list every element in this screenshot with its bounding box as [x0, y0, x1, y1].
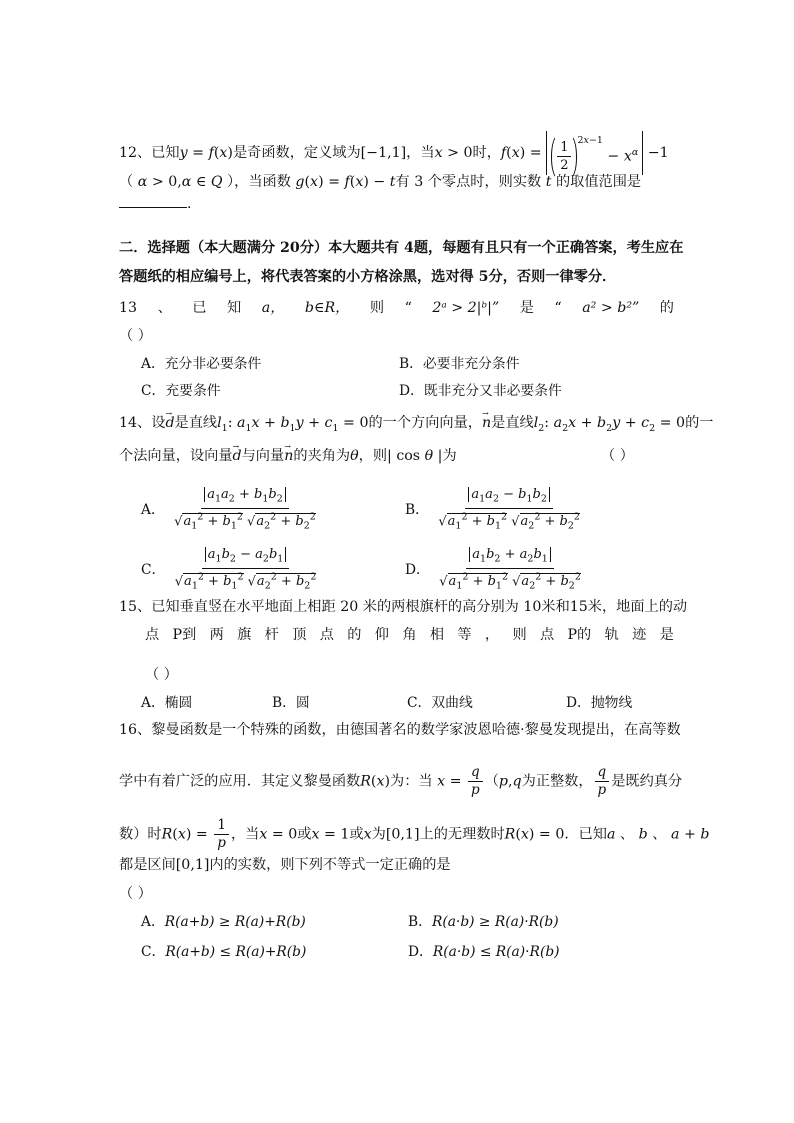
- q12-line3: .: [119, 193, 674, 214]
- q14-line1: 14、设→ d是直线$l_1$: $a_1x + b_1y + c_1 = 0$的一个方向向量，→ n是直线$l_2$: $a_2x + b_2y + c_2 = 0$的一: [119, 413, 674, 439]
- q16-option-d[interactable]: D．R(a·b) ≤ R(a)·R(b): [408, 944, 560, 960]
- answer-blank[interactable]: [119, 193, 187, 208]
- section2-line1: 二．选择题（本大题满分 20分）本大题共有 4题，每题有且只有一个正确答案，考生应在: [119, 240, 684, 256]
- q16-line3: 数）时R(x) = $\frac{1}{p}$ ，当x = 0或x = 1或x为[0,1]上的无理数时R(x) = 0．已知a 、 b 、 a + b: [119, 817, 710, 851]
- q14-line2: 个法向量，设向量→ d与向量→ n的夹角为θ，则| cos θ |为 （ ）: [119, 446, 674, 466]
- q14-option-a[interactable]: A． $\frac{a_1a_2 + b_1b_2}{√a_1^2 + b_1^2 √a_2^2 + b_2^2}$: [141, 487, 316, 532]
- q14-option-c[interactable]: C． $\frac{a_1b_2 - a_2b_1}{√a_1^2 + b_1^2 √a_2^2 + b_2^2}$: [141, 547, 317, 592]
- q13-paren: （ ）: [119, 328, 152, 344]
- q16-line2: 学中有着广泛的应用．其定义黎曼函数R(x)为：当 x = $\frac{q}{p}$ （p,q为正整数， $\frac{q}{p}$ 是既约真分: [119, 764, 683, 798]
- q15-option-d[interactable]: D．抛物线: [566, 695, 633, 711]
- q12-line1: 12、已知y = f(x)是奇函数，定义域为[−1,1]，当x > 0时，f(x) = $\frac{1}{2}$ $^{2x-1} - x^\alpha -1$: [119, 131, 674, 175]
- q16-line4: 都是区间[0,1]内的实数，则下列不等式一定正确的是: [119, 857, 451, 873]
- q16-option-a[interactable]: A．R(a+b) ≥ R(a)+R(b): [141, 914, 306, 930]
- q15-option-b[interactable]: B．圆: [272, 695, 310, 711]
- q16-line1: 16、黎曼函数是一个特殊的函数，由德国著名的数学家波恩哈德·黎曼发现提出，在高等数: [119, 722, 681, 738]
- abs-expression: $\frac{1}{2}$ $^{2x-1} - x^\alpha$: [546, 131, 643, 175]
- q15-option-c[interactable]: C．双曲线: [407, 695, 473, 711]
- q15-line2: 点 P到 两 旗 杆 顶 点 的 仰 角 相 等 ， 则 点 P的 轨 迹 是: [145, 627, 674, 643]
- q13-stem: 13 、 已 知 a， b∈R， 则 “ 2ᵃ > 2|ᵇ|” 是 “ a² > b²” 的: [119, 300, 674, 316]
- q15-paren: （ ）: [145, 667, 178, 683]
- q12-line2: （ α > 0,α ∈ Q ），当函数 g(x) = f(x) − t有 3 个零点时，则实数 t 的取值范围是: [119, 174, 642, 190]
- q15-line1: 15、已知垂直竖在水平地面上相距 20 米的两根旗杆的高分别为 10米和15米，地面上的动: [119, 599, 688, 615]
- q16-paren: （ ）: [119, 886, 152, 902]
- q16-option-b[interactable]: B．R(a·b) ≥ R(a)·R(b): [408, 914, 559, 930]
- q15-option-a[interactable]: A．椭圆: [141, 695, 193, 711]
- section2-line2: 答题纸的相应编号上，将代表答案的小方格涂黑，选对得 5分，否则一律零分．: [119, 269, 617, 285]
- q14-option-d[interactable]: D． $\frac{a_1b_2 + a_2b_1}{√a_1^2 + b_1^2 √a_2^2 + b_2^2}$: [405, 547, 581, 592]
- q16-option-c[interactable]: C．R(a+b) ≤ R(a)+R(b): [141, 944, 307, 960]
- q14-option-b[interactable]: B． $\frac{a_1a_2 - b_1b_2}{√a_1^2 + b_1^2 √a_2^2 + b_2^2}$: [405, 487, 580, 532]
- q13-option-c[interactable]: C．充要条件: [141, 383, 221, 399]
- q13-option-a[interactable]: A．充分非必要条件: [141, 356, 262, 372]
- q13-option-d[interactable]: D．既非充分又非必要条件: [399, 383, 562, 399]
- q13-option-b[interactable]: B．必要非充分条件: [399, 356, 520, 372]
